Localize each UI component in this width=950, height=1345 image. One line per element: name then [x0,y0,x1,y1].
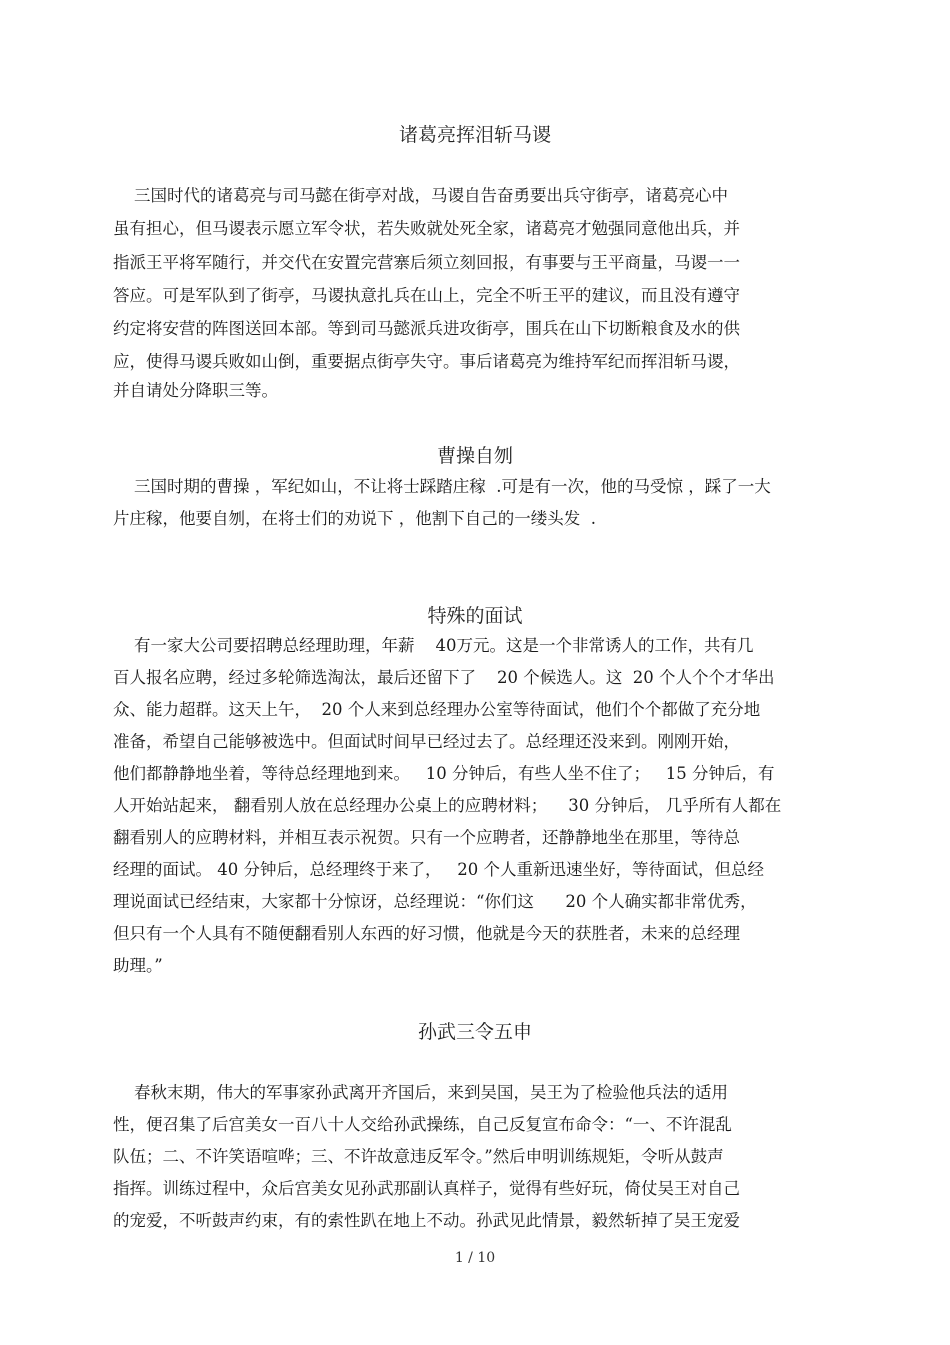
paragraph-line: 但只有一个人具有不随便翻看别人东西的好习惯，他就是今天的获胜者，未来的总经理 [113,924,740,943]
paragraph-line: 并自请处分降职三等。 [113,381,278,400]
paragraph-line: 春秋末期，伟大的军事家孙武离开齐国后，来到吴国，吴王为了检验他兵法的适用 [113,1083,728,1102]
section-title: 诸葛亮挥泪斩马谡 [398,124,551,146]
page-number: 1 / 10 [454,1250,496,1266]
paragraph-line: 有一家大公司要招聘总经理助理，年薪 40万元。这是一个非常诱人的工作，共有几 [113,636,754,655]
paragraph-line: 片庄稼，他要自刎，在将士们的劝说下 ，他割下自己的一缕头发 . [113,509,596,528]
paragraph-line: 指挥。训练过程中，众后宫美女见孙武那副认真样子，觉得有些好玩，倚仗吴王对自己 [113,1179,740,1198]
paragraph-line: 性，便召集了后宫美女一百八十人交给孙武操练，自己反复宣布命令：“一、不许混乱 [113,1115,732,1134]
section-title: 孙武三令五申 [417,1021,532,1043]
paragraph-line: 虽有担心，但马谡表示愿立军令状，若失败就处死全家，诸葛亮才勉强同意他出兵，并 [113,219,740,238]
paragraph-line: 他们都静静地坐着，等待总经理地到来。 10 分钟后，有些人坐不住了； 15 分钟后，有 [113,764,775,783]
section-title: 特殊的面试 [427,605,523,627]
paragraph-line: 众、能力超群。这天上午， 20 个人来到总经理办公室等待面试，他们个个都做了充分地 [113,700,761,719]
paragraph-line: 队伍；二、不许笑语喧哗；三、不许故意违反军令。”然后申明训练规矩，令听从鼓声 [113,1147,724,1166]
paragraph-line: 应，使得马谡兵败如山倒，重要据点街亭失守。事后诸葛亮为维持军纪而挥泪斩马谡， [113,352,740,371]
paragraph-line: 翻看别人的应聘材料，并相互表示祝贺。只有一个应聘者，还静静地坐在那里，等待总 [113,828,740,847]
paragraph-line: 约定将安营的阵图送回本部。等到司马懿派兵进攻街亭，围兵在山下切断粮食及水的供 [113,319,740,338]
paragraph-line: 助理。” [113,956,163,975]
paragraph-line: 指派王平将军随行，并交代在安置完营寨后须立刻回报，有事要与王平商量，马谡一一 [113,253,740,272]
paragraph-line: 的宠爱，不听鼓声约束，有的索性趴在地上不动。孙武见此情景，毅然斩掉了吴王宠爱 [113,1211,740,1230]
paragraph-line: 百人报名应聘，经过多轮筛选淘汰，最后还留下了 20 个候选人。这 20 个人个个才华出 [113,668,775,687]
section-title: 曹操自刎 [436,445,513,467]
paragraph-line: 三国时代的诸葛亮与司马懿在街亭对战，马谡自告奋勇要出兵守街亭，诸葛亮心中 [113,186,728,205]
paragraph-line: 经理的面试。 40 分钟后，总经理终于来了， 20 个人重新迅速坐好，等待面试，但总经 [113,860,764,879]
paragraph-line: 人开始站起来， 翻看别人放在总经理办公桌上的应聘材料； 30 分钟后， 几乎所有人都在 [113,796,782,815]
paragraph-line: 答应。可是军队到了街亭，马谡执意扎兵在山上，完全不听王平的建议，而且没有遵守 [113,286,740,305]
paragraph-line: 三国时期的曹操 ，军纪如山，不让将士踩踏庄稼 .可是有一次，他的马受惊 ，踩了一大 [113,477,771,496]
paragraph-line: 准备，希望自己能够被选中。但面试时间早已经过去了。总经理还没来到。刚刚开始， [113,732,740,751]
paragraph-line: 理说面试已经结束，大家都十分惊讶，总经理说：“你们这 20 个人确实都非常优秀， [113,892,757,911]
